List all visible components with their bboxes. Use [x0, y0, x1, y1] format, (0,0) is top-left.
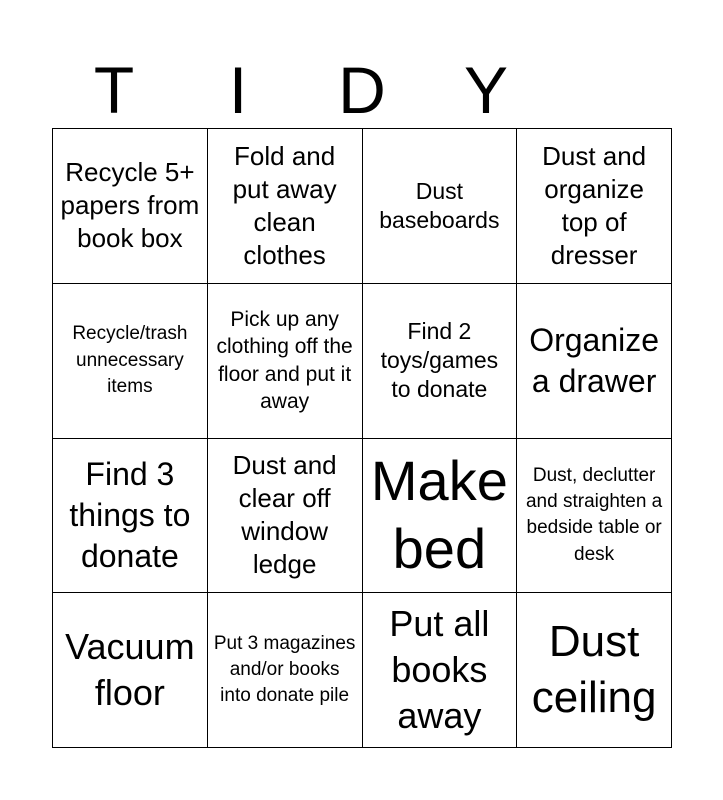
title-letter-t: T — [93, 53, 135, 127]
cell-text: Organize a drawer — [529, 321, 660, 399]
cell-text: Find 2 toys/games to donate — [380, 317, 499, 403]
bingo-cell — [53, 593, 208, 748]
cell-text: Pick up any clothing off the floor and put it away — [216, 308, 353, 413]
bingo-cell — [53, 439, 208, 594]
bingo-cell — [363, 129, 518, 284]
cell-text: Fold and put away clean clothes — [232, 140, 337, 270]
cell-text: Put 3 magazines and/or books into donate pile — [213, 632, 356, 707]
cell-text: Dust ceiling — [531, 616, 657, 723]
cell-text: Find 3 things to donate — [69, 455, 191, 574]
bingo-cell — [53, 284, 208, 439]
cell-text: Dust and organize top of dresser — [542, 140, 647, 270]
bingo-board — [52, 128, 672, 748]
bingo-cell — [363, 439, 518, 594]
bingo-cell — [517, 284, 672, 439]
bingo-cell — [208, 593, 363, 748]
title-letter-i: I — [228, 53, 248, 127]
bingo-cell — [208, 129, 363, 284]
cell-text: Dust and clear off window ledge — [232, 450, 337, 580]
bingo-cell — [208, 284, 363, 439]
cell-text: Dust baseboards — [379, 177, 500, 233]
bingo-cell — [363, 284, 518, 439]
bingo-cell — [208, 439, 363, 594]
cell-text: Put all books away — [389, 603, 490, 737]
title-letter-d: D — [338, 53, 386, 127]
title-letter-y: Y — [463, 53, 509, 127]
bingo-cell — [53, 129, 208, 284]
bingo-title — [52, 52, 672, 128]
bingo-cell — [517, 593, 672, 748]
bingo-cell — [363, 593, 518, 748]
bingo-cell — [517, 439, 672, 594]
bingo-cell — [517, 129, 672, 284]
cell-text: Recycle 5+ papers from book box — [60, 157, 200, 254]
cell-text: Dust, declutter and straighten a bedside table or desk — [525, 464, 663, 565]
cell-text: Vacuum floor — [65, 626, 195, 714]
cell-text: Recycle/trash unnecessary items — [72, 323, 188, 397]
cell-text: Make bed — [370, 449, 508, 581]
